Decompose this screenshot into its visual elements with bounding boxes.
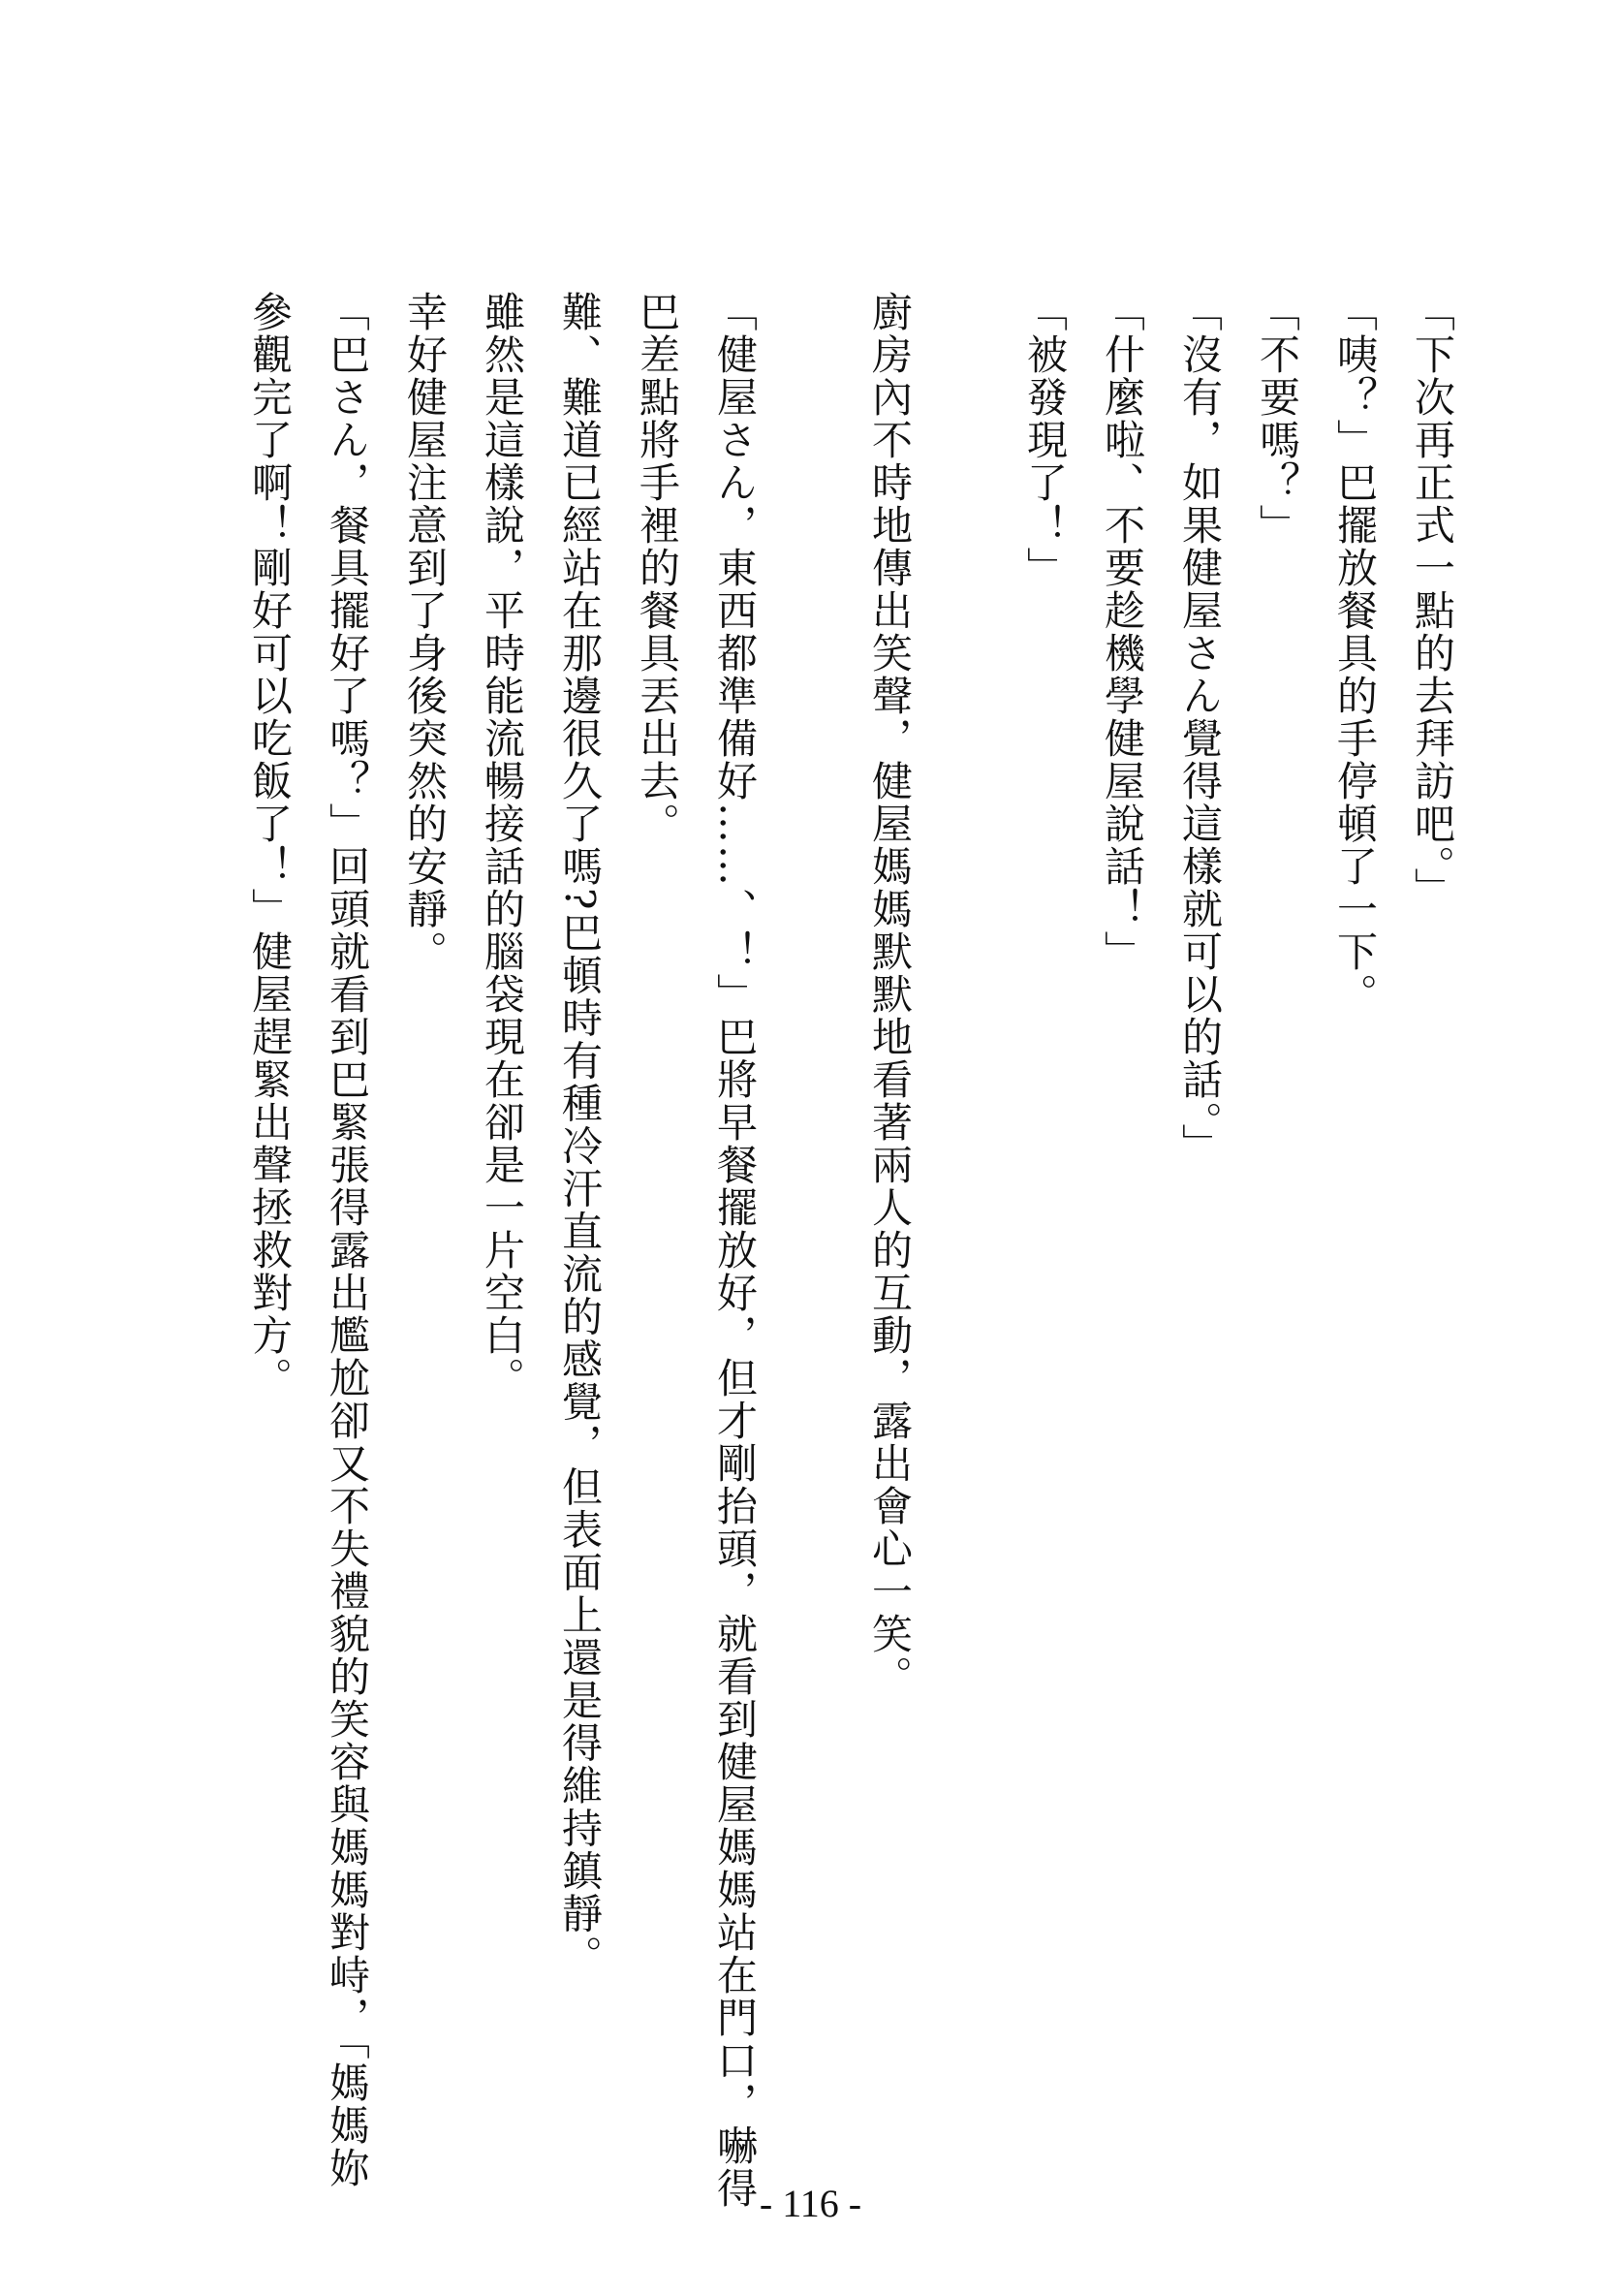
vertical-text-body bbox=[231, 291, 1471, 2210]
text-line: 「被發現了！」 bbox=[1021, 291, 1069, 589]
text-line: 「咦？」巴擺放餐具的手停頓了一下。 bbox=[1331, 291, 1379, 1016]
text-line: 「不要嗎？」 bbox=[1254, 291, 1301, 547]
text-line: 「健屋さん，東西都準備好……、！」巴將早餐擺放好，但才剛抬頭，就看到健屋媽媽站在門口，嚇得巴差點將手裡的餐具丟出去。 bbox=[634, 291, 759, 2210]
text-line: 雖然是這樣說，平時能流暢接話的腦袋現在卻是一片空白。 bbox=[479, 291, 526, 1400]
text-line: 「沒有，如果健屋さん覺得這樣就可以的話。」 bbox=[1176, 291, 1224, 1166]
text-line: 廚房內不時地傳出笑聲，健屋媽媽默默地看著兩人的互動，露出會心一笑。 bbox=[866, 291, 914, 1698]
page-number: - 116 - bbox=[759, 2182, 862, 2225]
paragraph-gap bbox=[773, 291, 851, 2210]
text-line: 「什麼啦、不要趁機學健屋說話！」 bbox=[1099, 291, 1146, 973]
paragraph-gap bbox=[928, 291, 1006, 2210]
text-line: 「下次再正式一點的去拜訪吧。」 bbox=[1409, 291, 1456, 910]
text-line: 「巴さん，餐具擺好了嗎？」回頭就看到巴緊張得露出尷尬卻又不失禮貌的笑容與媽媽對峙，「媽媽妳參觀完了啊！剛好可以吃飯了！」健屋趕緊出聲拯救對方。 bbox=[246, 291, 371, 2189]
text-line: 難、難道已經站在那邊很久了嗎?巴頓時有種冷汗直流的感覺，但表面上還是得維持鎮靜。 bbox=[556, 291, 604, 1978]
text-line: 幸好健屋注意到了身後突然的安靜。 bbox=[401, 291, 449, 973]
